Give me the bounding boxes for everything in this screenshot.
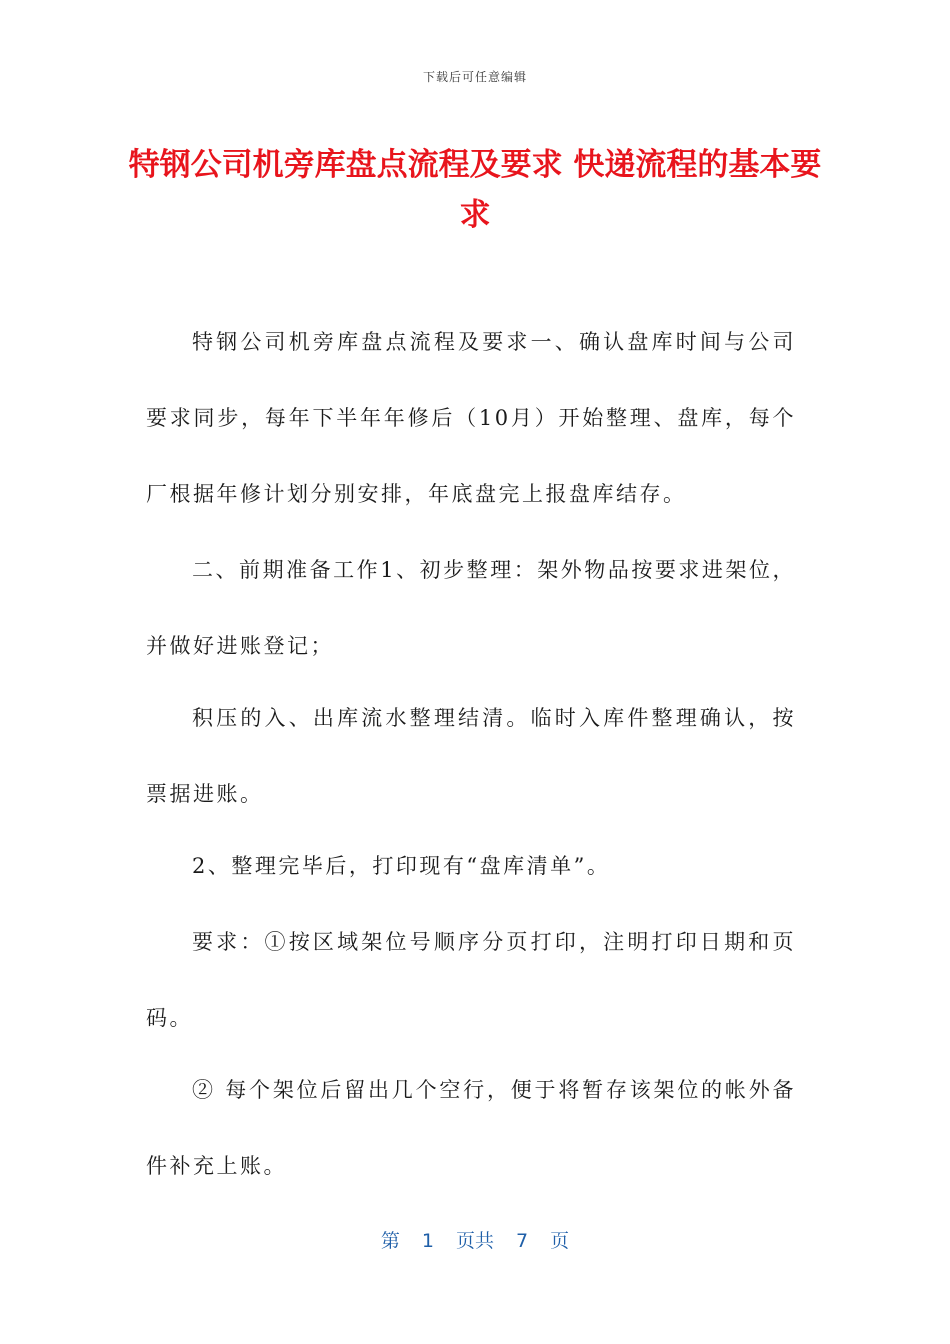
document-title: 特钢公司机旁库盘点流程及要求 快递流程的基本要求 xyxy=(128,147,822,233)
footer-suffix: 页 xyxy=(550,1230,570,1252)
page-footer xyxy=(0,1226,950,1253)
footer-middle: 页共 xyxy=(455,1230,494,1252)
footer-current-page: 1 xyxy=(421,1230,434,1252)
header-note: 下载后可任意编辑 xyxy=(422,70,527,84)
paragraph-4: 2、整理完毕后，打印现有“盘库清单”。 xyxy=(192,854,611,878)
footer-total-pages: 7 xyxy=(516,1230,529,1252)
paragraph-2: 二、前期准备工作1、初步整理：架外物品按要求进架位，并做好进账登记； xyxy=(146,558,796,658)
paragraph-6: ② 每个架位后留出几个空行，便于将暂存该架位的帐外备件补充上账。 xyxy=(146,1078,796,1178)
paragraph-1: 特钢公司机旁库盘点流程及要求一、确认盘库时间与公司要求同步，每年下半年年修后（10月）开始整理、盘库，每个厂根据年修计划分别安排，年底盘完上报盘库结存。 xyxy=(146,330,796,506)
paragraph-5: 要求：①按区域架位号顺序分页打印，注明打印日期和页码。 xyxy=(146,930,796,1030)
paragraph-3: 积压的入、出库流水整理结清。临时入库件整理确认，按票据进账。 xyxy=(146,706,796,806)
footer-prefix: 第 xyxy=(380,1230,400,1252)
